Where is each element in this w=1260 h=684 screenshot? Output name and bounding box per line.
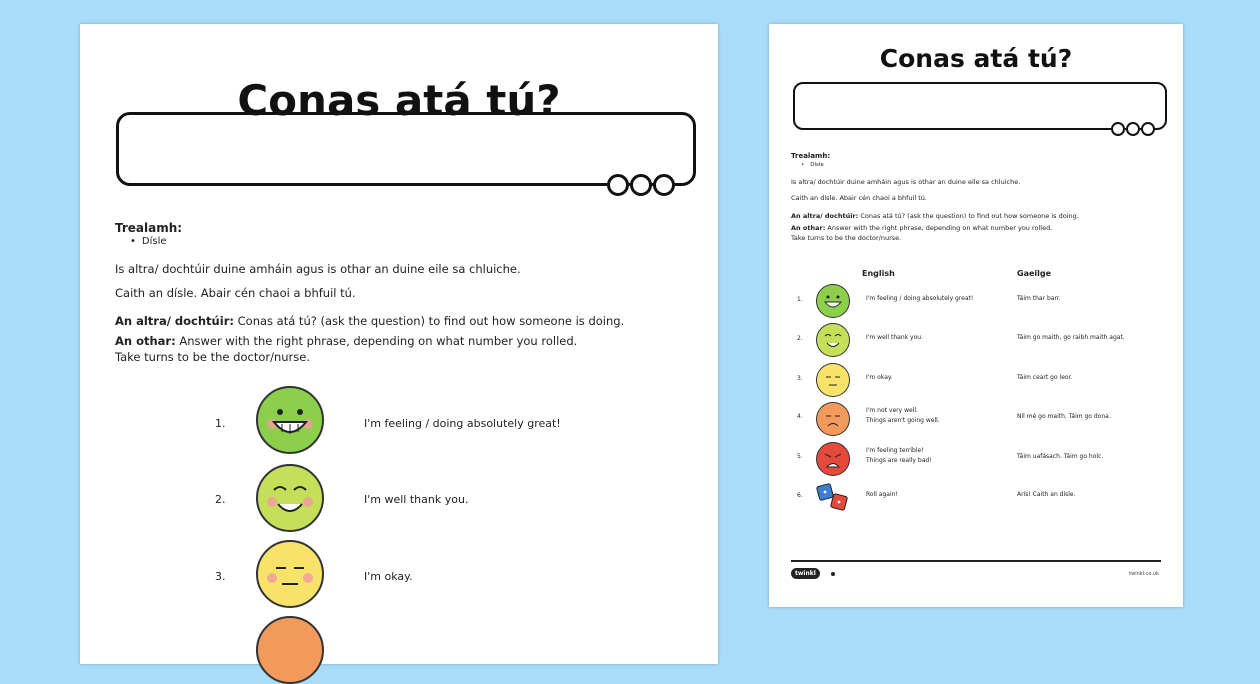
row-number: 4. [797, 413, 803, 420]
row-irish: Táim ceart go leor. [1017, 374, 1073, 381]
nurse-label: An altra/ dochtúir: [791, 212, 859, 220]
row-english: I'm feeling / doing absolutely great! [364, 417, 561, 430]
row-number: 2. [797, 335, 803, 342]
equipment-heading: Trealamh: [115, 221, 183, 235]
row-english: I'm okay. [364, 570, 413, 583]
row-number: 6. [797, 492, 803, 499]
row-english-line: Things aren't going well. [866, 417, 940, 425]
happy-face-icon [256, 464, 324, 532]
bubble-dot [1126, 122, 1140, 136]
instruction-line5: Take turns to be the doctor/nurse. [115, 350, 311, 364]
row-number: 3. [797, 375, 803, 382]
happy-face-icon [816, 323, 850, 357]
speech-bubble [116, 112, 696, 186]
sad-face-icon [256, 616, 324, 684]
nurse-label: An altra/ dochtúir: [115, 314, 234, 328]
sad-face-icon [816, 402, 850, 436]
instruction-line5: Take turns to be the doctor/nurse. [791, 234, 902, 242]
row-number: 3. [215, 570, 226, 583]
row-english-line: I'm not very well. [866, 407, 918, 414]
worksheet-page-preview [769, 24, 1183, 607]
footer-divider [791, 560, 1161, 562]
row-number: 1. [215, 417, 226, 430]
row-number: 2. [215, 493, 226, 506]
row-english-line: Things are really bad! [866, 457, 932, 465]
row-number: 1. [797, 296, 803, 303]
instruction-line2: Caith an dísle. Abair cén chaoi a bhfuil tú. [791, 194, 927, 202]
instruction-line2: Caith an dísle. Abair cén chaoi a bhfuil tú. [115, 286, 356, 300]
row-irish: Táim thar barr. [1017, 295, 1061, 302]
instruction-patient [115, 334, 577, 348]
page-title: Conas atá tú? [237, 76, 561, 125]
row-english-line: I'm feeling terrible! [866, 447, 924, 454]
row-english [866, 406, 940, 426]
row-english: Roll again! [866, 491, 898, 498]
footer-dot [831, 572, 835, 576]
neutral-face-icon [256, 540, 324, 608]
bubble-dot [630, 174, 652, 196]
footer-url: twinkl.co.uk [1129, 571, 1159, 577]
equipment-heading: Trealamh: [791, 152, 831, 160]
speech-bubble [793, 82, 1167, 130]
row-irish: Táim uafásach. Táim go holc. [1017, 453, 1104, 460]
row-english: I'm okay. [866, 374, 893, 381]
instruction-nurse [791, 212, 1079, 220]
row-number: 5. [797, 453, 803, 460]
very-happy-face-icon [256, 386, 324, 454]
crying-face-icon [816, 442, 850, 476]
nurse-text: Conas atá tú? (ask the question) to find out how someone is doing. [237, 314, 625, 328]
instruction-nurse [115, 314, 624, 328]
row-english: I'm well thank you. [364, 493, 469, 506]
bubble-dot [1141, 122, 1155, 136]
bubble-dot [1111, 122, 1125, 136]
nurse-text: Conas atá tú? (ask the question) to find out how someone is doing. [860, 212, 1079, 220]
bubble-dot [653, 174, 675, 196]
instruction-patient [791, 224, 1052, 232]
header-english: English [862, 269, 895, 278]
equipment-item: • Dísle [130, 236, 167, 247]
very-happy-face-icon [816, 284, 850, 318]
patient-label: An othar: [791, 224, 826, 232]
row-english: I'm well thank you. [866, 334, 923, 341]
page-title: Conas atá tú? [879, 44, 1073, 73]
equipment-item: • Dísle [801, 162, 824, 168]
header-irish: Gaeilge [1017, 269, 1052, 278]
bubble-dots [1111, 122, 1155, 136]
neutral-face-icon [816, 363, 850, 397]
patient-label: An othar: [115, 334, 176, 348]
instruction-line1: Is altra/ dochtúir duine amháin agus is othar an duine eile sa chluiche. [791, 178, 1021, 186]
patient-text: Answer with the right phrase, depending on what number you rolled. [827, 224, 1053, 232]
twinkl-logo: twinkl [791, 568, 820, 579]
row-irish: Táim go maith, go raibh maith agat. [1017, 334, 1125, 341]
bubble-dot [607, 174, 629, 196]
worksheet-page-zoomed [80, 24, 718, 664]
patient-text: Answer with the right phrase, depending on what number you rolled. [179, 334, 578, 348]
row-english: I'm feeling / doing absolutely great! [866, 295, 974, 302]
row-irish: Arís! Caith an dísle. [1017, 491, 1076, 498]
instruction-line1: Is altra/ dochtúir duine amháin agus is othar an duine eile sa chluiche. [115, 262, 521, 276]
dice-icon [816, 482, 852, 512]
row-irish: Níl mé go maith. Táim go dona. [1017, 413, 1111, 420]
row-english [866, 446, 932, 466]
bubble-dots [607, 174, 675, 196]
